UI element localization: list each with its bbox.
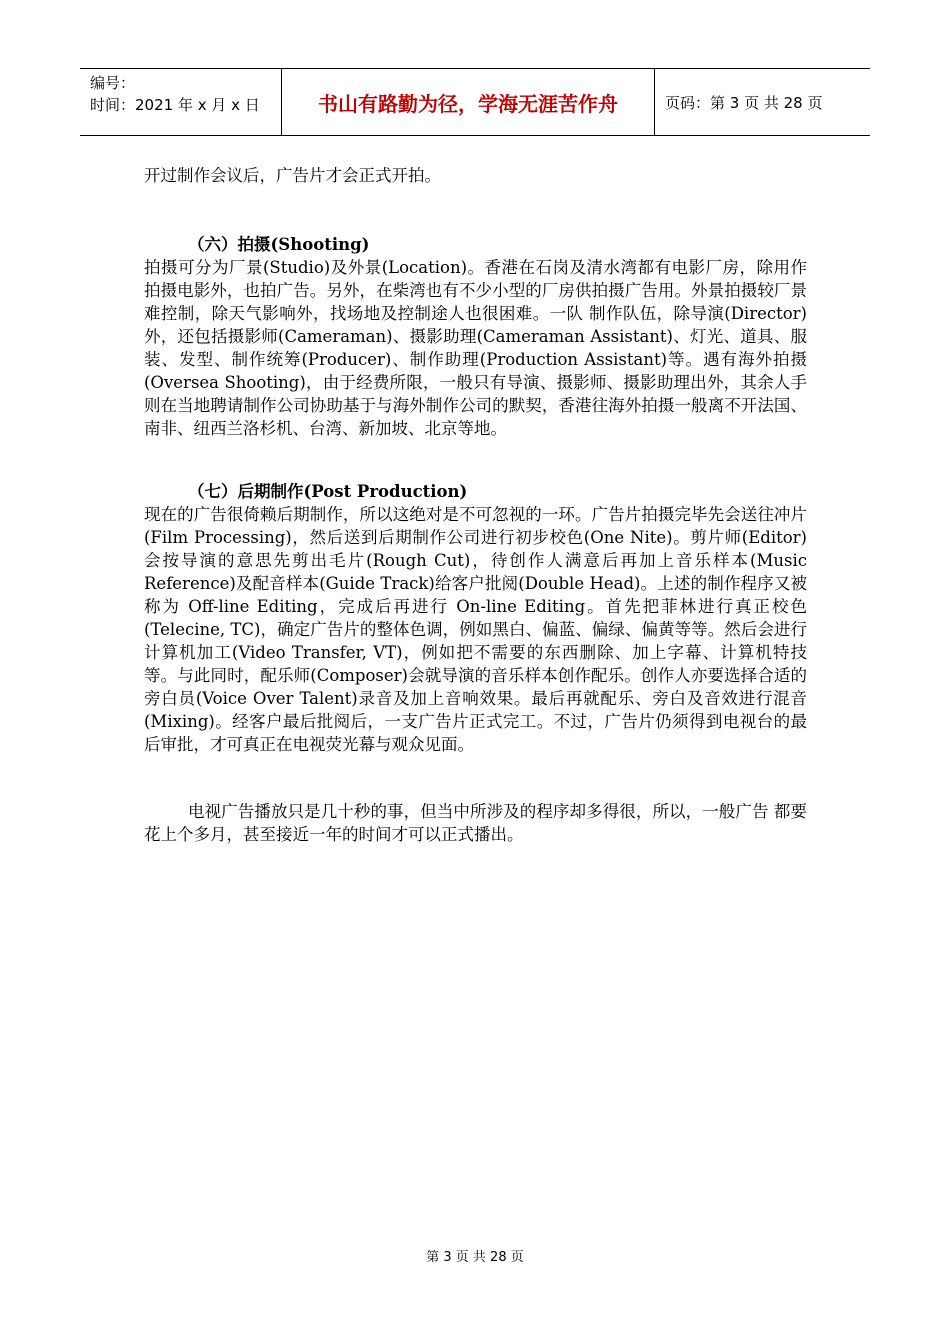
document-body xyxy=(144,164,807,846)
number-label: 编号： xyxy=(90,74,136,92)
closing-paragraph: 电视广告播放只是几十秒的事，但当中所涉及的程序却多得很，所以，一般广告 都要花上个多月，甚至接近一年的时间才可以正式播出。 xyxy=(144,802,807,844)
section-7-paragraph: 现在的广告很倚赖后期制作，所以这绝对是不可忽视的一环。广告片拍摄完毕先会送往冲片(Film Processing)，然后送到后期制作公司进行初步校色(One Nite)。剪片师(Editor)会按导演的意思先剪出毛片(Rough Cut)，待创作人满意后再加上音乐样本(Music Reference)及配音样本(Guide Track)给客户批阅(Double Head)。上述的制作程序又被称为 Off-line Editing，完成后再进行 On-line Editing。首先把菲林进行真正校色(Telecine, TC)，确定广告片的整体色调，例如黑白、偏蓝、偏绿、偏黄等等。然后会进行计算机加工(Video Transfer, VT)，例如把不需要的东西删除、加上字幕、计算机特技等。与此同时，配乐师(Composer)会就导演的音乐样本创作配乐。创作人亦要选择合适的旁白员(Voice Over Talent)录音及加上音响效果。最后再就配乐、旁白及音效进行混音(Mixing)。经客户最后批阅后，一支广告片正式完工。不过，广告片仍须得到电视台的最后审批，才可真正在电视荧光幕与观众见面。 xyxy=(144,505,807,754)
intro-paragraph: 开过制作会议后，广告片才会正式开拍。 xyxy=(144,166,441,185)
header-page-label: 页码：第 3 页 共 28 页 xyxy=(665,93,823,112)
section-7-heading: （七）后期制作(Post Production) xyxy=(188,482,468,501)
header-motto: 书山有路勤为径，学海无涯苦作舟 xyxy=(282,69,655,135)
time-label: 时间：2021 年 x 月 x 日 xyxy=(90,96,260,114)
page-footer: 第 3 页 共 28 页 xyxy=(426,1250,524,1265)
section-6-paragraph: 拍摄可分为厂景(Studio)及外景(Location)。香港在石岗及清水湾都有电影厂房，除用作拍摄电影外，也拍广告。另外，在柴湾也有不少小型的厂房供拍摄广告用。外景拍摄较厂景难控制，除天气影响外，找场地及控制途人也很困难。一队 制作队伍，除导演(Director)外，还包括摄影师(Cameraman)、摄影助理(Cameraman Assistant)、灯光、道具、服装、发型、制作统筹(Producer)、制作助理(Production Assistant)等。遇有海外拍摄(Oversea Shooting)，由于经费所限，一般只有导演、摄影师、摄影助理出外，其余人手则在当地聘请制作公司协助基于与海外制作公司的默契，香港往海外拍摄一般离不开法国、南非、纽西兰洛杉机、台湾、新加坡、北京等地。 xyxy=(144,258,807,438)
section-6-heading: （六）拍摄(Shooting) xyxy=(188,235,370,254)
page-header xyxy=(80,68,870,136)
header-info-cell xyxy=(80,69,282,135)
